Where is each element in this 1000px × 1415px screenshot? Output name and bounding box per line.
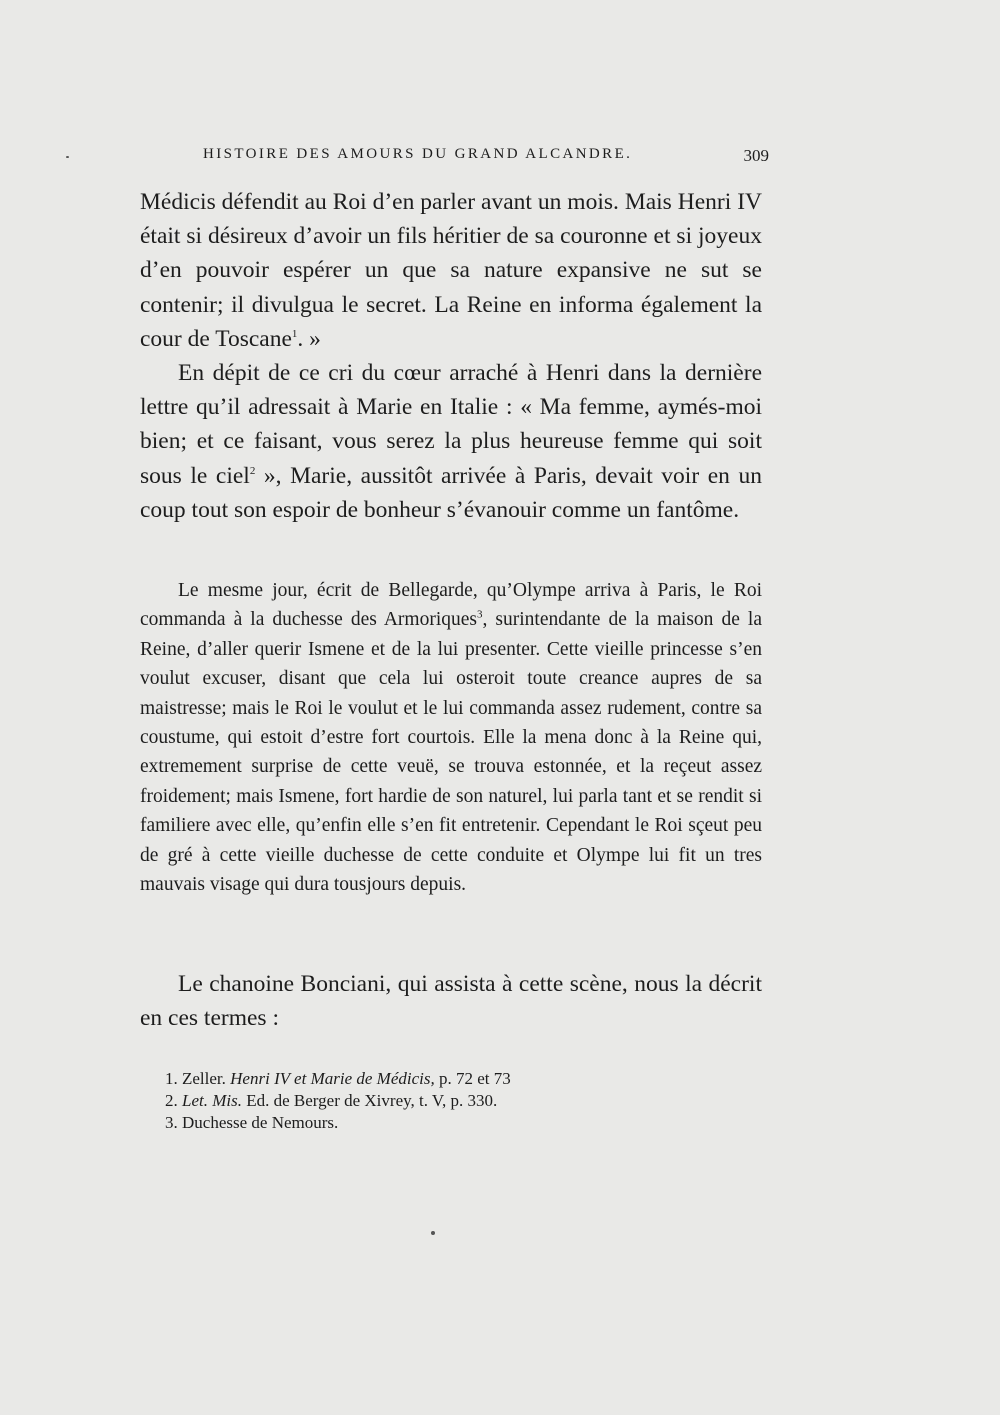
block-quote — [140, 576, 762, 899]
footnote-title: Henri IV et Marie de Médicis, — [230, 1069, 435, 1088]
footnote-2 — [165, 1090, 511, 1112]
paragraph-1-text: Médicis défendit au Roi d’en parler avant un mois. Mais Henri IV était si désireux d’avoir un fils héritier de sa couronne et si joyeux d’en pouvoir espérer un que sa nature expansive ne sut se contenir; il divulgua le secret. La Reine en informa également la cour de Toscane — [140, 189, 762, 352]
paragraph-2 — [140, 356, 762, 527]
running-title: HISTOIRE DES AMOURS DU GRAND ALCANDRE. — [203, 146, 633, 162]
footnote-ref-3: 3 — [476, 608, 483, 621]
footnote-1 — [165, 1068, 511, 1090]
footnote-text-end: Ed. de Berger de Xivrey, t. V, p. 330. — [241, 1091, 498, 1110]
paragraph-1-end: . » — [297, 325, 321, 352]
footnote-ref-2: 2 — [249, 464, 256, 477]
paper-speck — [431, 1231, 435, 1235]
footnote-number: 2. — [165, 1091, 178, 1110]
footnote-text-end: Duchesse de Nemours. — [182, 1113, 339, 1132]
paper-speck — [66, 156, 69, 158]
footnotes — [165, 1068, 511, 1134]
footnote-title: Let. Mis. — [182, 1091, 242, 1110]
body-text-2 — [140, 967, 762, 1035]
body-text — [140, 185, 762, 527]
paragraph-3: Le chanoine Bonciani, qui assista à cette scène, nous la décrit en ces termes : — [140, 971, 762, 1032]
quote-text-a: Le mesme jour, écrit de Bellegarde, qu’Olympe arriva à Paris, le Roi commanda à la duchesse des Armoriques — [140, 580, 762, 631]
footnote-text: Zeller. — [182, 1069, 231, 1088]
paragraph-2-text-a: En dépit de ce cri du cœur arraché à Henri dans la dernière lettre qu’il adressait à Marie en Italie : « Ma femme, aymés-moi bien; et ce faisant, vous serez la plus heureuse femme qui soit sous le ciel — [140, 360, 762, 489]
footnote-ref-1: 1 — [291, 327, 298, 340]
paragraph-2-text-b: », Marie, aussitôt arrivée à Paris, devait voir en un coup tout son espoir de bonheur s’évanouir comme un fantôme. — [140, 462, 762, 523]
footnote-3 — [165, 1112, 511, 1134]
quote-text-b: , surintendante de la maison de la Reine, d’aller querir Ismene et de la lui presenter. Cette vieille princesse s’en voulut excuser, disant que cela lui osteroit toute creance aupres de sa maistresse; mais le Roi le voulut et le lui commanda assez rudement, contre sa coustume, qui estoit d’estre fort courtois. Elle la mena donc à la Reine qui, extremement surprise de cette veuë, se trouva estonnée, et la reçeut assez froidement; mais Ismene, fort hardie de son naturel, lui parla tant et se rendit si familiere avec elle, qu’enfin elle s’en fit entretenir. Cependant le Roi sçeut peu de gré à cette vieille duchesse de cette conduite et Olympe lui fit un tres mauvais visage qui dura tousjours depuis. — [140, 609, 762, 896]
footnote-number: 3. — [165, 1113, 178, 1132]
footnote-text-end: p. 72 et 73 — [434, 1069, 511, 1088]
quote-paragraph — [140, 576, 762, 899]
paragraph-1 — [140, 185, 762, 356]
page-number: 309 — [743, 146, 769, 165]
footnote-number: 1. — [165, 1069, 178, 1088]
